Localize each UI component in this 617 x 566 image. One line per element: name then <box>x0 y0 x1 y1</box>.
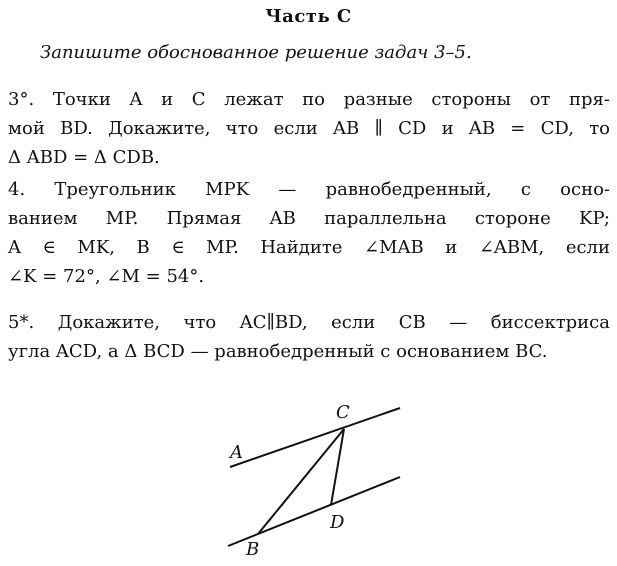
problem-4 <box>8 175 610 291</box>
problem-3-line-2: мой BD. Докажите, что если AB ∥ CD и AB = CD, то <box>8 118 610 139</box>
label-a: A <box>230 442 243 463</box>
problem-3 <box>8 85 610 172</box>
line-ac <box>230 408 400 467</box>
geometry-diagram <box>220 398 420 563</box>
problem-5-line-1: 5*. Докажите, что AC∥BD, если CB — биссектриса <box>8 312 610 333</box>
problem-4-line-3: A ∈ MK, B ∈ MP. Найдите ∠MAB и ∠ABM, если <box>8 237 610 258</box>
problem-5-line-2: угла ACD, а Δ BCD — равнобедренный с основанием BC. <box>8 341 548 362</box>
problem-4-line-4: ∠K = 72°, ∠M = 54°. <box>8 266 205 287</box>
problem-5 <box>8 308 610 366</box>
label-b: B <box>246 539 260 560</box>
section-title: Часть C <box>265 6 352 27</box>
line-bd <box>228 477 400 546</box>
problem-3-line-3: Δ ABD = Δ CDB. <box>8 147 160 168</box>
problem-4-line-1: 4. Треугольник MPK — равнобедренный, с осно- <box>8 179 610 200</box>
label-c: C <box>336 402 350 423</box>
label-d: D <box>330 512 345 533</box>
problem-4-line-2: ванием MP. Прямая AB параллельна стороне KP; <box>8 208 610 229</box>
segment-cd <box>331 429 344 505</box>
instruction: Запишите обоснованное решение задач 3–5. <box>40 42 472 63</box>
problem-3-line-1: 3°. Точки A и C лежат по разные стороны от пря- <box>8 89 610 110</box>
